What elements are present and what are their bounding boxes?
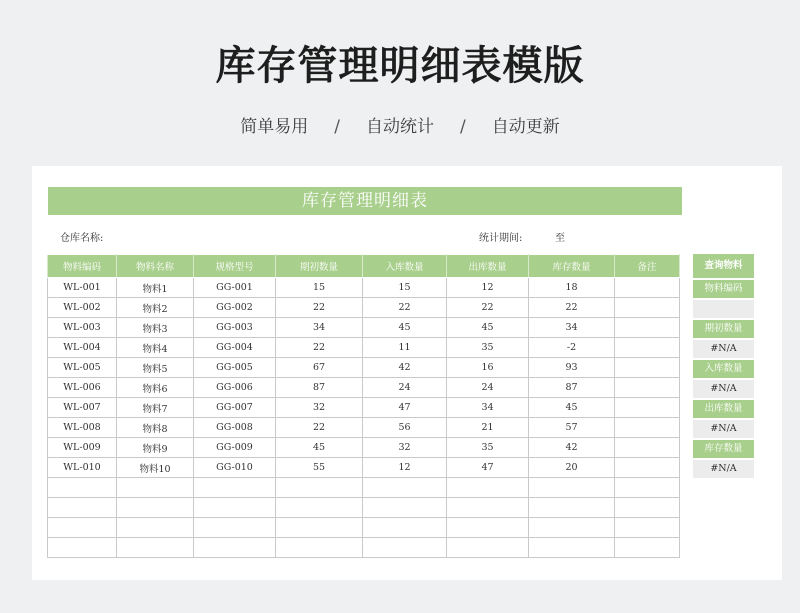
table-cell[interactable] xyxy=(363,498,447,518)
table-row xyxy=(48,318,680,338)
subtitle-item: 简单易用 xyxy=(240,117,309,137)
table-cell[interactable] xyxy=(615,518,680,538)
table-cell[interactable] xyxy=(276,518,363,538)
table-cell[interactable] xyxy=(615,338,680,358)
table-cell[interactable]: GG-003 xyxy=(194,318,276,338)
column-header[interactable]: 规格型号 xyxy=(194,255,276,278)
table-cell[interactable]: 物料4 xyxy=(117,338,194,358)
table-cell[interactable]: 87 xyxy=(529,378,615,398)
table-cell[interactable] xyxy=(615,398,680,418)
subtitle-separator: / xyxy=(334,117,340,137)
table-cell[interactable]: 55 xyxy=(276,458,363,478)
table-cell[interactable] xyxy=(194,478,276,498)
table-cell[interactable]: 11 xyxy=(363,338,447,358)
query-code-label: 物料编码 xyxy=(693,280,754,298)
table-cell[interactable] xyxy=(363,478,447,498)
table-cell[interactable]: 34 xyxy=(276,318,363,338)
table-cell[interactable] xyxy=(447,518,529,538)
table-cell[interactable]: 18 xyxy=(529,278,615,298)
table-cell[interactable]: 物料5 xyxy=(117,358,194,378)
column-header[interactable]: 物料名称 xyxy=(117,255,194,278)
table-row xyxy=(48,478,680,498)
table-cell[interactable]: GG-009 xyxy=(194,438,276,458)
table-cell[interactable]: 45 xyxy=(447,318,529,338)
table-cell[interactable]: 32 xyxy=(276,398,363,418)
table-cell[interactable]: 21 xyxy=(447,418,529,438)
table-cell[interactable] xyxy=(615,358,680,378)
table-cell[interactable] xyxy=(529,498,615,518)
table-cell[interactable]: 42 xyxy=(363,358,447,378)
table-cell[interactable]: WL-009 xyxy=(48,438,117,458)
table-cell[interactable] xyxy=(615,298,680,318)
table-cell[interactable]: 34 xyxy=(529,318,615,338)
table-cell[interactable] xyxy=(615,438,680,458)
column-header[interactable]: 库存数量 xyxy=(529,255,615,278)
table-cell[interactable]: 物料1 xyxy=(117,278,194,298)
table-row xyxy=(48,398,680,418)
table-cell[interactable]: 物料8 xyxy=(117,418,194,438)
column-header[interactable]: 出库数量 xyxy=(447,255,529,278)
table-row xyxy=(48,438,680,458)
table-cell[interactable] xyxy=(117,498,194,518)
table-row xyxy=(48,498,680,518)
column-header[interactable]: 备注 xyxy=(615,255,680,278)
table-cell[interactable]: 57 xyxy=(529,418,615,438)
subtitle-item: 自动统计 xyxy=(366,117,434,137)
table-cell[interactable]: 22 xyxy=(276,418,363,438)
table-cell[interactable]: GG-001 xyxy=(194,278,276,298)
table-cell[interactable] xyxy=(529,538,615,558)
table-cell[interactable]: GG-004 xyxy=(194,338,276,358)
table-cell[interactable]: 87 xyxy=(276,378,363,398)
table-cell[interactable]: 22 xyxy=(276,298,363,318)
query-header: 查询物料 xyxy=(693,254,754,278)
table-cell[interactable] xyxy=(194,498,276,518)
query-panel xyxy=(693,254,754,480)
column-header[interactable]: 入库数量 xyxy=(363,255,447,278)
table-cell[interactable] xyxy=(615,458,680,478)
table-cell[interactable]: 22 xyxy=(447,298,529,318)
table-cell[interactable]: WL-007 xyxy=(48,398,117,418)
table-cell[interactable] xyxy=(48,518,117,538)
table-row xyxy=(48,338,680,358)
sheet-banner: 库存管理明细表 xyxy=(48,187,682,215)
table-cell[interactable] xyxy=(615,418,680,438)
table-cell[interactable]: WL-005 xyxy=(48,358,117,378)
table-row xyxy=(48,458,680,478)
table-cell[interactable] xyxy=(276,498,363,518)
page-title: 库存管理明细表模版 xyxy=(215,43,585,89)
table-cell[interactable]: 42 xyxy=(529,438,615,458)
table-row xyxy=(48,418,680,438)
table-cell[interactable]: 物料10 xyxy=(117,458,194,478)
table-cell[interactable] xyxy=(529,478,615,498)
table-cell[interactable] xyxy=(276,478,363,498)
table-cell[interactable]: -2 xyxy=(529,338,615,358)
table-cell[interactable] xyxy=(194,538,276,558)
table-cell[interactable]: 47 xyxy=(447,458,529,478)
table-cell[interactable]: 物料9 xyxy=(117,438,194,458)
table-cell[interactable]: WL-006 xyxy=(48,378,117,398)
table-cell[interactable] xyxy=(117,538,194,558)
period-to: 至 xyxy=(555,233,565,244)
table-cell[interactable] xyxy=(615,478,680,498)
table-cell[interactable]: WL-010 xyxy=(48,458,117,478)
table-cell[interactable]: 15 xyxy=(276,278,363,298)
table-cell[interactable]: 物料3 xyxy=(117,318,194,338)
table-cell[interactable]: 物料6 xyxy=(117,378,194,398)
table-cell[interactable]: 12 xyxy=(447,278,529,298)
table-cell[interactable]: 47 xyxy=(363,398,447,418)
query-outbound-value[interactable]: #N/A xyxy=(693,420,754,438)
table-cell[interactable]: 34 xyxy=(447,398,529,418)
column-header[interactable]: 物料编码 xyxy=(48,255,117,278)
table-cell[interactable]: GG-002 xyxy=(194,298,276,318)
table-row xyxy=(48,278,680,298)
table-cell[interactable]: GG-010 xyxy=(194,458,276,478)
table-cell[interactable]: 20 xyxy=(529,458,615,478)
table-cell[interactable]: WL-002 xyxy=(48,298,117,318)
query-inbound-label: 入库数量 xyxy=(693,360,754,378)
query-opening-value[interactable]: #N/A xyxy=(693,340,754,358)
table-cell[interactable] xyxy=(117,518,194,538)
table-cell[interactable]: 22 xyxy=(529,298,615,318)
table-cell[interactable] xyxy=(615,318,680,338)
table-cell[interactable]: 16 xyxy=(447,358,529,378)
spreadsheet-card xyxy=(32,166,782,580)
table-cell[interactable] xyxy=(117,478,194,498)
table-cell[interactable]: 24 xyxy=(447,378,529,398)
inventory-table xyxy=(47,254,680,558)
table-cell[interactable] xyxy=(276,538,363,558)
table-cell[interactable] xyxy=(447,498,529,518)
warehouse-label: 仓库名称: xyxy=(60,233,104,244)
table-cell[interactable] xyxy=(363,518,447,538)
table-cell[interactable]: WL-003 xyxy=(48,318,117,338)
table-cell[interactable]: 物料2 xyxy=(117,298,194,318)
table-cell[interactable]: 56 xyxy=(363,418,447,438)
table-cell[interactable] xyxy=(194,518,276,538)
table-cell[interactable] xyxy=(447,478,529,498)
table-cell[interactable] xyxy=(615,278,680,298)
query-stock-label: 库存数量 xyxy=(693,440,754,458)
table-cell[interactable]: GG-007 xyxy=(194,398,276,418)
table-cell[interactable] xyxy=(615,378,680,398)
table-row xyxy=(48,358,680,378)
table-cell[interactable]: 32 xyxy=(363,438,447,458)
table-cell[interactable] xyxy=(615,538,680,558)
query-inbound-value[interactable]: #N/A xyxy=(693,380,754,398)
table-cell[interactable]: WL-001 xyxy=(48,278,117,298)
table-cell[interactable] xyxy=(48,538,117,558)
period-label: 统计期间: xyxy=(479,233,523,244)
table-cell[interactable]: WL-004 xyxy=(48,338,117,358)
table-cell[interactable]: 35 xyxy=(447,338,529,358)
table-row xyxy=(48,298,680,318)
table-cell[interactable]: 物料7 xyxy=(117,398,194,418)
table-header-row xyxy=(48,255,680,278)
query-outbound-label: 出库数量 xyxy=(693,400,754,418)
table-cell[interactable]: 35 xyxy=(447,438,529,458)
table-cell[interactable] xyxy=(48,478,117,498)
table-cell[interactable]: 45 xyxy=(529,398,615,418)
table-cell[interactable]: 24 xyxy=(363,378,447,398)
table-cell[interactable]: 93 xyxy=(529,358,615,378)
table-cell[interactable]: GG-008 xyxy=(194,418,276,438)
table-row xyxy=(48,538,680,558)
subtitle-item: 自动更新 xyxy=(491,117,560,137)
table-cell[interactable]: 12 xyxy=(363,458,447,478)
subtitle-separator: / xyxy=(460,117,466,137)
table-cell[interactable]: WL-008 xyxy=(48,418,117,438)
table-cell[interactable] xyxy=(615,498,680,518)
table-cell[interactable]: 15 xyxy=(363,278,447,298)
query-code-input[interactable] xyxy=(693,300,754,318)
table-cell[interactable] xyxy=(363,538,447,558)
table-cell[interactable] xyxy=(529,518,615,538)
table-cell[interactable]: 22 xyxy=(276,338,363,358)
table-cell[interactable] xyxy=(447,538,529,558)
table-cell[interactable]: 45 xyxy=(276,438,363,458)
table-cell[interactable] xyxy=(48,498,117,518)
table-row xyxy=(48,518,680,538)
table-row xyxy=(48,378,680,398)
table-cell[interactable]: 45 xyxy=(363,318,447,338)
column-header[interactable]: 期初数量 xyxy=(276,255,363,278)
subtitle xyxy=(0,112,800,137)
table-cell[interactable]: 67 xyxy=(276,358,363,378)
table-cell[interactable]: GG-006 xyxy=(194,378,276,398)
table-cell[interactable]: 22 xyxy=(363,298,447,318)
query-stock-value[interactable]: #N/A xyxy=(693,460,754,478)
query-opening-label: 期初数量 xyxy=(693,320,754,338)
table-cell[interactable]: GG-005 xyxy=(194,358,276,378)
